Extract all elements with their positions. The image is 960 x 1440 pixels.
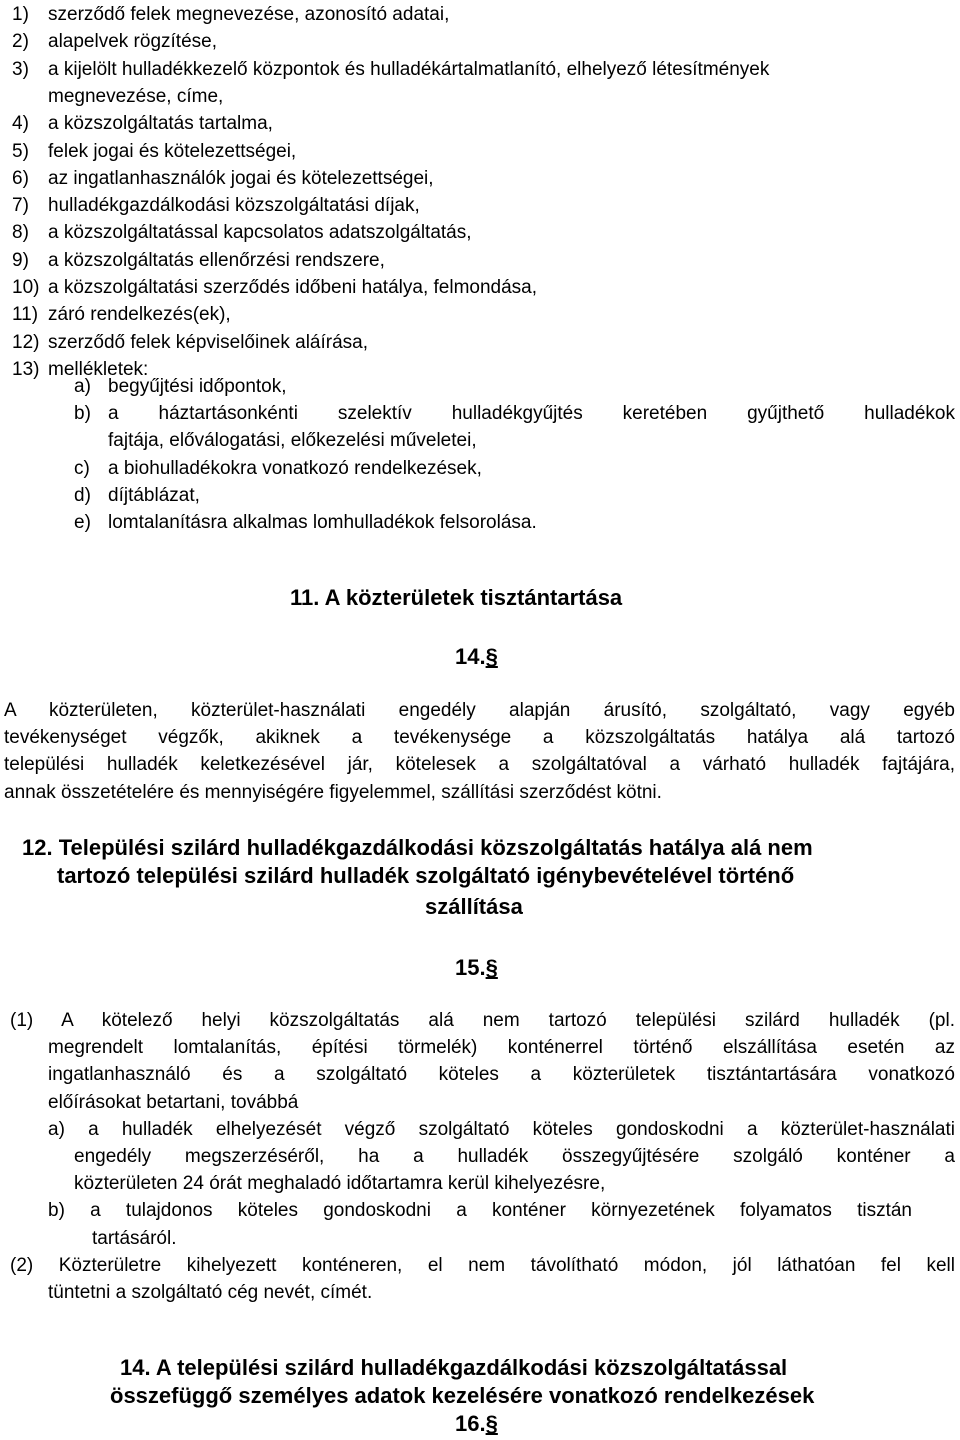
list-item-number: 9) [12,249,29,271]
list-item-text: felek jogai és kötelezettségei, [48,140,297,162]
sub-item-text: fajtája, előválogatási, előkezelési műveletei, [108,430,477,452]
paragraph-1-line: (1) A kötelező helyi közszolgáltatás alá nem tartozó települési szilárd hulladék (pl. [10,1010,955,1031]
list-item-number: 13) [12,358,40,380]
sub-item-marker: e) [74,512,91,533]
paragraph-16-number: 16.§ [455,1411,498,1436]
list-item-text: a közszolgáltatás ellenőrzési rendszere, [48,249,385,271]
point-b-line: b) a tulajdonos köteles gondoskodni a konténer környezetének folyamatos tisztán [48,1200,912,1222]
list-item-text: megnevezése, címe, [48,85,224,107]
sub-item-text: a háztartásonkénti szelektív hulladékgyűjtés keretében gyűjthető hulladékok [108,403,955,425]
section-14-heading-line: 14. A települési szilárd hulladékgazdálkodási közszolgáltatással [120,1355,788,1380]
section-12-heading-line: tartozó települési szilárd hulladék szolgáltató igénybevételével történő [57,863,795,888]
list-item-text: záró rendelkezés(ek), [48,304,231,326]
list-item-number: 4) [12,113,29,135]
section-sign: § [485,1411,498,1436]
list-item-text: szerződő felek megnevezése, azonosító adatai, [48,4,450,25]
list-item-text: a kijelölt hulladékkezelő központok és hulladékártalmatlanító, elhelyező létesítmények [48,58,770,80]
section-11-heading: 11. A közterületek tisztántartása [290,585,623,610]
sub-item-text: díjtáblázat, [108,484,200,506]
section-12-heading-line: szállítása [425,894,523,919]
sub-item-text: lomtalanításra alkalmas lomhulladékok felsorolása. [108,512,537,533]
sub-item-marker: d) [74,484,91,506]
list-item-number: 6) [12,167,29,189]
list-item-number: 2) [12,31,29,53]
paragraph-1-line: ingatlanhasználó és a szolgáltató köteles a közterületek tisztántartására vonatkozó [48,1064,955,1086]
paragraph-14-number: 14.§ [455,644,498,669]
paragraph-1-line: megrendelt lomtalanítás, építési törmelék) konténerrel történő elszállítása esetén az [48,1037,955,1059]
list-item-number: 5) [12,140,29,162]
paragraph-line: települési hulladék keletkezésével jár, kötelesek a szolgáltatóval a várható hulladék fajtájára, [4,754,955,776]
list-item-text: hulladékgazdálkodási közszolgáltatási díjak, [48,195,420,217]
list-item-number: 12) [12,331,40,353]
section-sign: § [485,644,498,669]
list-item-text: mellékletek: [48,358,149,380]
paragraph-line: tevékenységet végzők, akiknek a tevékenysége a közszolgáltatás hatálya alá tartozó [4,727,955,749]
list-item-text: a közszolgáltatás tartalma, [48,113,273,135]
sub-item-marker: b) [74,403,91,425]
paragraph-1-line: előírásokat betartani, továbbá [48,1091,299,1113]
list-item-number: 1) [12,4,29,25]
point-a-line: közterületen 24 órát meghaladó időtartamra kerül kihelyezésre, [74,1173,606,1195]
list-item-number: 3) [12,58,29,80]
point-a-line: a) a hulladék elhelyezését végző szolgáltató köteles gondoskodni a közterület-használati [48,1118,955,1140]
sub-item-text: begyűjtési időpontok, [108,376,287,397]
point-a-line: engedély megszerzéséről, ha a hulladék összegyűjtésére szolgáló konténer a [74,1146,955,1167]
sub-item-marker: c) [74,457,90,479]
list-item-number: 11) [12,304,39,326]
paragraph-15-number: 15.§ [455,955,498,980]
list-item-number: 7) [12,195,29,217]
paragraph-line: annak összetételére és mennyiségére figyelemmel, szállítási szerződést kötni. [4,781,662,803]
point-b-line: tartásáról. [92,1227,177,1249]
sub-item-text: a biohulladékokra vonatkozó rendelkezések, [108,457,482,479]
paragraph-line: A közterületen, közterület-használati engedély alapján árusító, szolgáltató, vagy egyéb [4,700,955,721]
section-sign: § [485,955,498,980]
list-item-number: 8) [12,222,29,244]
list-item-text: alapelvek rögzítése, [48,31,217,53]
sub-item-marker: a) [74,376,91,397]
paragraph-2-line: tüntetni a szolgáltató cég nevét, címét. [48,1282,373,1303]
list-item-text: a közszolgáltatási szerződés időbeni hatálya, felmondása, [48,277,538,298]
list-item-text: szerződő felek képviselőinek aláírása, [48,331,369,353]
section-14-heading-line: összefüggő személyes adatok kezelésére vonatkozó rendelkezések [110,1383,815,1408]
list-item-number: 10) [12,277,40,298]
list-item-text: az ingatlanhasználók jogai és kötelezettségei, [48,167,434,189]
section-12-heading-line: 12. Települési szilárd hulladékgazdálkodási közszolgáltatás hatálya alá nem [22,835,813,860]
list-item-text: a közszolgáltatással kapcsolatos adatszolgáltatás, [48,222,472,244]
paragraph-2-line: (2) Közterületre kihelyezett konténeren, el nem távolítható módon, jól láthatóan fel kell [10,1254,955,1276]
